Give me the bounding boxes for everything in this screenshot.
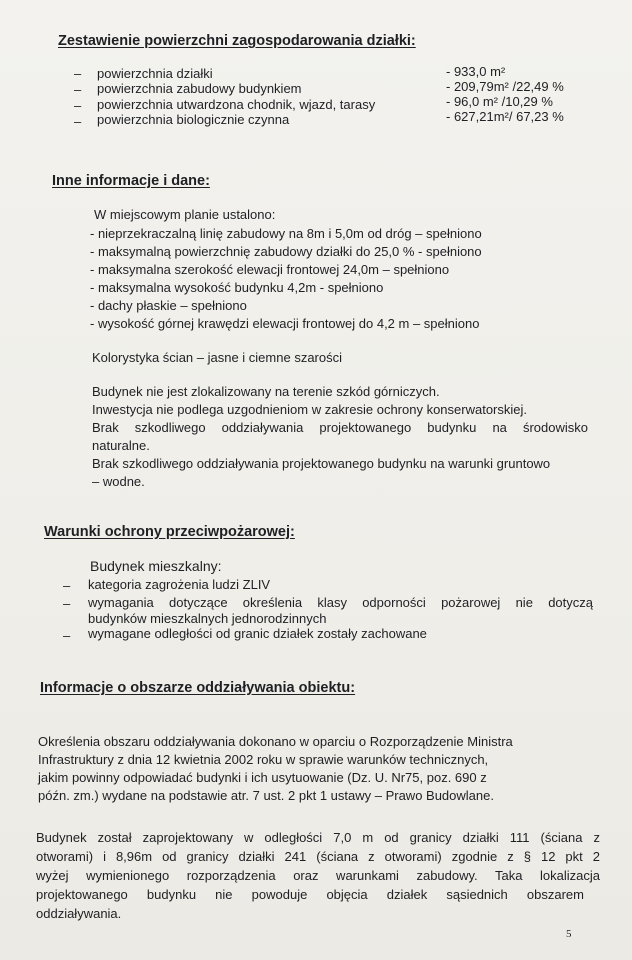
section-heading-plot-areas: Zestawienie powierzchni zagospodarowania działki: xyxy=(58,33,416,49)
area-value: - 96,0 m² /10,29 % xyxy=(446,94,553,109)
list-dash: – xyxy=(74,66,82,81)
area-value: - 933,0 m² xyxy=(446,64,506,79)
section-heading-impact-area: Informacje o obszarze oddziaływania obiektu: xyxy=(40,680,356,696)
list-dash: – xyxy=(63,596,71,611)
paragraph-conservation: Inwestycja nie podlega uzgodnieniom w zakresie ochrony konserwatorskiej. xyxy=(92,402,528,417)
list-dash: – xyxy=(74,82,82,97)
plan-item: - nieprzekraczalną linię zabudowy na 8m i 5,0m od dróg – spełniono xyxy=(90,226,482,241)
area-value: - 209,79m² /22,49 % xyxy=(446,79,564,94)
list-dash: – xyxy=(74,98,82,113)
plan-item: - wysokość górnej krawędzi elewacji frontowej do 4,2 m – spełniono xyxy=(90,316,480,331)
area-value: - 627,21m²/ 67,23 % xyxy=(446,109,564,124)
plan-item: - maksymalna szerokość elewacji frontowej 24,0m – spełniono xyxy=(90,262,450,277)
fire-item: wymagane odległości od granic działek zostały zachowane xyxy=(88,626,427,641)
area-label: powierzchnia biologicznie czynna xyxy=(97,112,290,127)
section-heading-other-info: Inne informacje i dane: xyxy=(52,173,210,189)
paragraph-mining: Budynek nie jest zlokalizowany na terenie szkód górniczych. xyxy=(92,384,440,399)
impact-paragraph-line: jakim powinny odpowiadać budynki i ich usytuowanie (Dz. U. Nr75, poz. 690 z xyxy=(38,770,487,785)
building-type: Budynek mieszkalny: xyxy=(90,558,222,574)
distance-paragraph-line: projektowanego budynku nie powoduje objęcia działek sąsiednich obszarem xyxy=(36,887,584,902)
fire-item: wymagania dotyczące określenia klasy odporności pożarowej nie dotyczą xyxy=(88,595,593,610)
paragraph-environment: Brak szkodliwego oddziaływania projektowanego budynku na środowisko xyxy=(92,420,588,435)
paragraph-environment-cont: naturalne. xyxy=(92,438,150,453)
list-dash: – xyxy=(63,578,71,593)
section-heading-fire-protection: Warunki ochrony przeciwpożarowej: xyxy=(44,524,295,540)
fire-item: kategoria zagrożenia ludzi ZLIV xyxy=(88,577,271,592)
distance-paragraph-line: wyżej wymienionego rozporządzenia oraz warunkami zabudowy. Taka lokalizacja xyxy=(36,868,600,883)
plan-intro: W miejscowym planie ustalono: xyxy=(94,207,276,222)
area-label: powierzchnia działki xyxy=(97,66,213,81)
distance-paragraph-line: Budynek został zaprojektowany w odległości 7,0 m od granicy działki 111 (ściana z xyxy=(36,830,600,845)
wall-colors: Kolorystyka ścian – jasne i ciemne szarości xyxy=(92,350,342,365)
fire-item-cont: budynków mieszkalnych jednorodzinnych xyxy=(88,611,327,626)
area-label: powierzchnia zabudowy budynkiem xyxy=(97,81,302,96)
impact-paragraph-line: Określenia obszaru oddziaływania dokonano w oparciu o Rozporządzenie Ministra xyxy=(38,734,513,749)
impact-paragraph-line: Infrastruktury z dnia 12 kwietnia 2002 roku w sprawie warunków technicznych, xyxy=(38,752,489,767)
plan-item: - maksymalna wysokość budynku 4,2m - spełniono xyxy=(90,280,384,295)
paragraph-ground-cont: – wodne. xyxy=(92,474,145,489)
area-label: powierzchnia utwardzona chodnik, wjazd, tarasy xyxy=(97,97,376,112)
plan-item: - maksymalną powierzchnię zabudowy działki do 25,0 % - spełniono xyxy=(90,244,482,259)
impact-paragraph-line: późn. zm.) wydane na podstawie atr. 7 ust. 2 pkt 1 ustawy – Prawo Budowlane. xyxy=(38,788,494,803)
paragraph-ground: Brak szkodliwego oddziaływania projektowanego budynku na warunki gruntowo xyxy=(92,456,551,471)
distance-paragraph-line: oddziaływania. xyxy=(36,906,122,921)
page-number: 5 xyxy=(566,928,572,940)
plan-item: - dachy płaskie – spełniono xyxy=(90,298,247,313)
list-dash: – xyxy=(74,114,82,129)
distance-paragraph-line: otworami) i 8,96m od granicy działki 241 (ściana z otworami) zgodnie z § 12 pkt 2 xyxy=(36,849,600,864)
list-dash: – xyxy=(63,628,71,643)
